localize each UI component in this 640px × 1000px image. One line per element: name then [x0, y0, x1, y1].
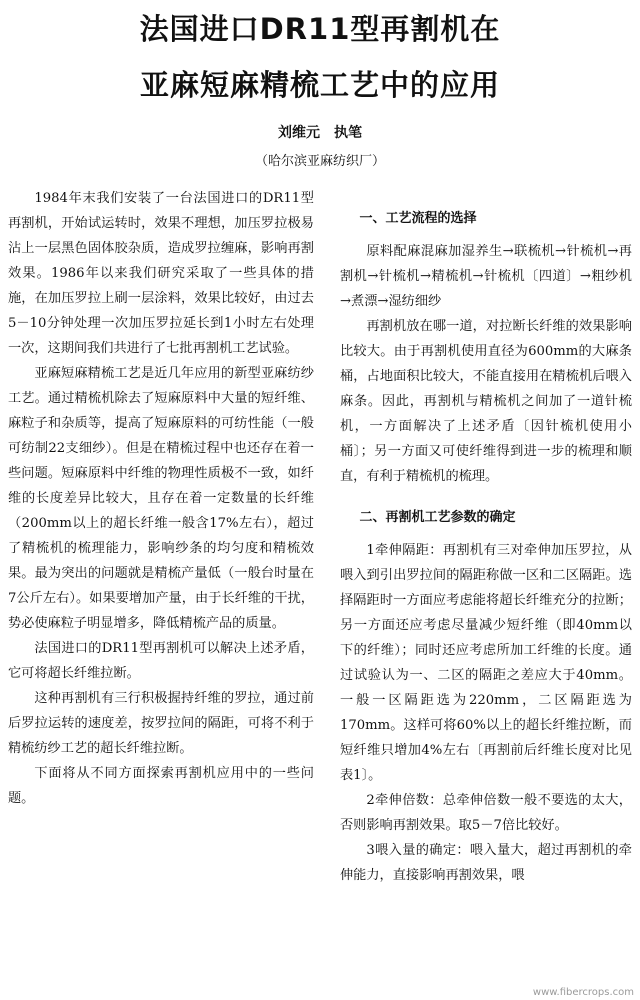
body-paragraph: 法国进口的DR11型再割机可以解决上述矛盾，它可将超长纤维拉断。 — [8, 641, 314, 681]
body-paragraph: 1984年末我们安装了一台法国进口的DR11型再割机，开始试运转时，效果不理想，加压罗拉极易沾上一层黑色固体胶杂质，造成罗拉缠麻，影响再割效果。1986年以来我们研究采取了一些具体的措施，在加压罗拉上刷一层涂料，效果比较好，由过去5－10分钟处理一次加压罗拉延长到1小时左右处理一次，这期间我们共进行了七批再割机工艺试验。 — [8, 191, 314, 356]
body-paragraph: 3喂入量的确定：喂入量大，超过再割机的牵伸能力，直接影响再割效果，喂 — [340, 843, 632, 883]
right-column — [340, 206, 632, 888]
body-paragraph: 1牵伸隔距：再割机有三对牵伸加压罗拉，从喂入到引出罗拉间的隔距称做一区和二区隔距。选择隔距时一方面应考虑能将超长纤维充分的拉断；另一方面还应考虑尽量减少短纤维（即40mm以下的纤维）；同时还应考虑所加工纤维的长度。通过试验认为一、二区的隔距之差应大于40mm。一般一区隔距选为220mm，二区隔距选为170mm。这样可将60%以上的超长纤维拉断，而短纤维只增加4%左右〔再割前后纤维长度对比见表1〕。 — [340, 543, 632, 783]
body-paragraph: 原料配麻混麻加湿养生→联梳机→针梳机→再割机→针梳机→精梳机→针梳机〔四道〕→粗纱机→煮漂→湿纺细纱 — [340, 244, 632, 309]
article-title-line-1: 法国进口DR11型再割机在 — [139, 12, 501, 46]
article-author: 刘维元 执笔 — [278, 125, 362, 141]
article-title-line-2: 亚麻短麻精梳工艺中的应用 — [139, 68, 500, 102]
body-paragraph: 亚麻短麻精梳工艺是近几年应用的新型亚麻纺纱工艺。通过精梳机除去了短麻原料中大量的短纤维、麻粒子和杂质等，提高了短麻原料的可纺性能（一般可纺制22支细纱）。但是在精梳过程中也还存在着一些问题。短麻原料中纤维的物理性质极不一致，如纤维的长度差异比较大，且存在着一定数量的长纤维（200mm以上的超长纤维一般含17%左右），超过了精梳机的梳理能力，影响纱条的均匀度和精梳效果。最为突出的问题就是精梳产量低（一般台时量在7公斤左右）。如果要增加产量，由于长纤维的干扰，势必使麻粒子明显增多，降低精梳产品的质量。 — [8, 366, 314, 631]
body-paragraph: 这种再割机有三行积极握持纤维的罗拉，通过前后罗拉运转的速度差，按罗拉间的隔距，可将不利于精梳纺纱工艺的超长纤维拉断。 — [8, 691, 314, 756]
body-paragraph: 再割机放在哪一道，对拉断长纤维的效果影响比较大。由于再割机使用直径为600mm的大麻条桶，占地面积比较大，不能直接用在精梳机后喂入麻条。因此，再割机与精梳机之间加了一道针梳机，一方面解决了上述矛盾〔因针梳机使用小桶〕；另一方面又可使纤维得到进一步的梳理和顺直，有利于精梳机的梳理。 — [340, 319, 632, 484]
body-paragraph: 2牵伸倍数：总牵伸倍数一般不要选的太大，否则影响再割效果。取5－7倍比较好。 — [340, 793, 632, 833]
article-affiliation: （哈尔滨亚麻纺织厂） — [254, 154, 385, 169]
section-heading-2: 二、再割机工艺参数的确定 — [359, 510, 516, 525]
body-paragraph: 下面将从不同方面探索再割机应用中的一些问题。 — [8, 766, 314, 806]
section-heading-1: 一、工艺流程的选择 — [359, 211, 477, 226]
site-watermark: www.fibercrops.com — [532, 987, 634, 998]
left-column — [8, 186, 314, 811]
